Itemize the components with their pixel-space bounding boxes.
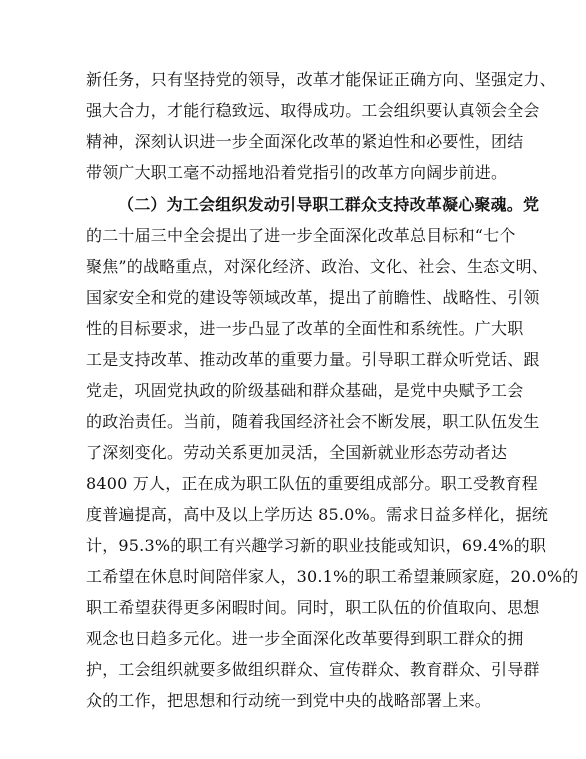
paragraph-line: 工是支持改革、推动改革的重要力量。引导职工群众听党话、跟 bbox=[86, 350, 540, 369]
paragraph-line: 众的工作，把思想和行动统一到党中央的战略部署上来。 bbox=[86, 691, 492, 710]
paragraph-line: 聚焦”的战略重点，对深化经济、政治、文化、社会、生态文明、 bbox=[86, 257, 548, 276]
paragraph-line: 8400 万人，正在成为职工队伍的重要组成部分。职工受教育程 bbox=[86, 474, 538, 493]
paragraph-line: 带领广大职工毫不动摇地沿着党指引的改革方向阔步前进。 bbox=[86, 163, 508, 182]
paragraph-line: 强大合力，才能行稳致远、取得成功。工会组织要认真领会全会 bbox=[86, 101, 540, 120]
paragraph-line: 观念也日趋多元化。进一步全面深化改革要得到职工群众的拥 bbox=[86, 629, 524, 648]
paragraph-line: 的政治责任。当前，随着我国经济社会不断发展，职工队伍发生 bbox=[86, 412, 540, 431]
paragraph-line: 新任务，只有坚持党的领导，改革才能保证正确方向、坚强定力、 bbox=[86, 70, 556, 89]
paragraph-line: 护，工会组织就要多做组织群众、宣传群众、教育群众、引导群 bbox=[86, 660, 540, 679]
paragraph-line: 国家安全和党的建设等领域改革，提出了前瞻性、战略性、引领 bbox=[86, 288, 540, 307]
paragraph-line: 精神，深刻认识进一步全面深化改革的紧迫性和必要性，团结 bbox=[86, 132, 524, 151]
paragraph-line: 的二十届三中全会提出了进一步全面深化改革总目标和“七个 bbox=[86, 226, 516, 245]
paragraph-line: 计，95.3%的职工有兴趣学习新的职业技能或知识，69.4%的职 bbox=[86, 536, 547, 555]
paragraph-line: 工希望在休息时间陪伴家人，30.1%的职工希望兼顾家庭，20.0%的 bbox=[86, 567, 579, 586]
paragraph-line: 度普遍提高，高中及以上学历达 85.0%。需求日益多样化，据统 bbox=[86, 505, 549, 524]
section-heading-line: （二）为工会组织发动引导职工群众支持改革凝心聚魂。党 bbox=[118, 195, 540, 214]
paragraph-line: 性的目标要求，进一步凸显了改革的全面性和系统性。广大职 bbox=[86, 319, 524, 338]
paragraph-line: 了深刻变化。劳动关系更加灵活，全国新就业形态劳动者达 bbox=[86, 443, 508, 462]
paragraph-line: 职工希望获得更多闲暇时间。同时，职工队伍的价值取向、思想 bbox=[86, 598, 540, 617]
paragraph-line: 党走，巩固党执政的阶级基础和群众基础，是党中央赋予工会 bbox=[86, 381, 524, 400]
